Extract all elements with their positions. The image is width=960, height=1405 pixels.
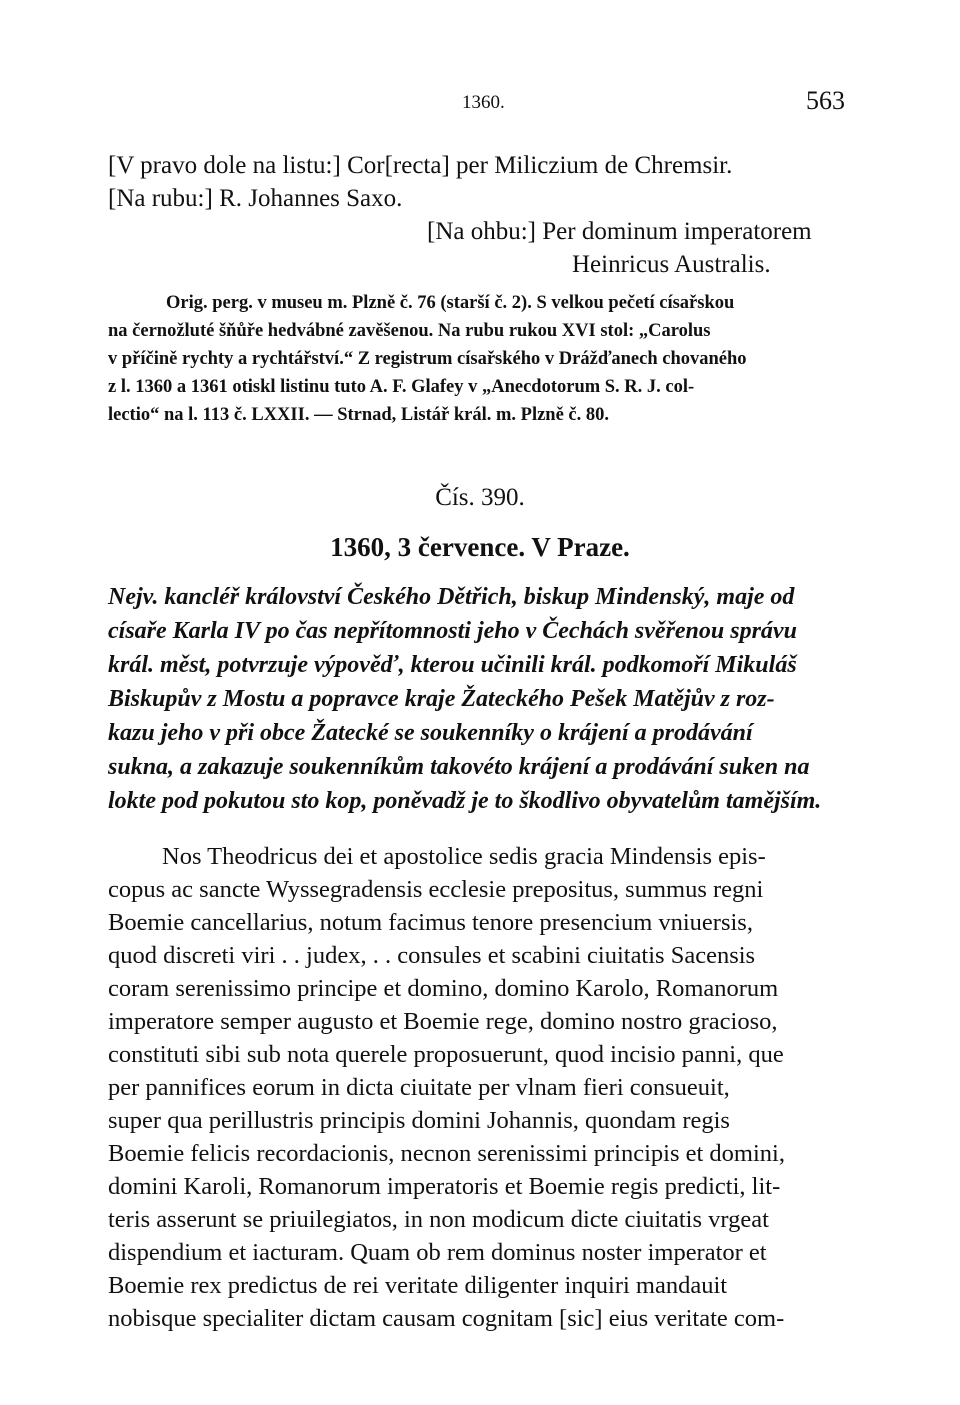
text-line: copus ac sancte Wyssegradensis ecclesie prepositus, summus regni — [108, 876, 764, 903]
text-line: domini Karoli, Romanorum imperatoris et Boemie regis predicti, lit- — [108, 1173, 781, 1200]
text-line: Boemie felicis recordacionis, necnon serenissimi principis et domini, — [108, 1140, 785, 1167]
summary-line: císaře Karla IV po čas nepřítomnosti jeho v Čechách svěřenou správu — [108, 618, 797, 644]
note-line: na černožluté šňůře hedvábné zavěšenou. Na rubu rukou XVI stol: „Carolus — [108, 321, 711, 341]
page-number: 563 — [806, 86, 845, 115]
endorsement-line: Heinricus Australis. — [572, 251, 771, 278]
endorsement-line: [Na rubu:] R. Johannes Saxo. — [108, 185, 403, 212]
note-line: Orig. perg. v museu m. Plzně č. 76 (starší č. 2). S velkou pečetí císařskou — [166, 293, 735, 313]
text-line: constituti sibi sub nota querele proposuerunt, quod incisio panni, que — [108, 1041, 784, 1068]
text-line: Boemie rex predictus de rei veritate diligenter inquiri mandauit — [108, 1272, 728, 1299]
document-date: 1360, 3 července. V Praze. — [330, 532, 630, 562]
text-line: nobisque specialiter dictam causam cognitam [sic] eius veritate com- — [108, 1305, 785, 1332]
running-head-year: 1360. — [462, 92, 505, 113]
summary-line: král. měst, potvrzuje výpověď, kterou učinili král. podkomoří Mikuláš — [108, 652, 797, 678]
endorsement-line: [V pravo dole na listu:] Cor[recta] per Miliczium de Chremsir. — [108, 152, 733, 179]
text-line: imperatore semper augusto et Boemie rege, domino nostro gracioso, — [108, 1008, 778, 1035]
note-line: lectio“ na l. 113 č. LXXII. — Strnad, Listář král. m. Plzně č. 80. — [108, 405, 610, 425]
note-line: v příčině rychty a rychtářství.“ Z registrum císařského v Drážďanech chovaného — [108, 349, 747, 369]
text-line: coram serenissimo principe et domino, domino Karolo, Romanorum — [108, 975, 779, 1002]
text-line: Nos Theodricus dei et apostolice sedis gracia Mindensis epis- — [162, 843, 766, 870]
summary-line: lokte pod pokutou sto kop, poněvadž je to škodlivo obyvatelům tamějším. — [108, 788, 822, 814]
endorsement-line: [Na ohbu:] Per dominum imperatorem — [427, 218, 812, 245]
document-number: Čís. 390. — [435, 484, 525, 511]
text-line: per pannifices eorum in dicta ciuitate per vlnam fieri consueuit, — [108, 1074, 730, 1101]
text-line: quod discreti viri . . judex, . . consules et scabini ciuitatis Sacensis — [108, 942, 756, 969]
summary-line: kazu jeho v při obce Žatecké se soukenníky o krájení a prodávání — [108, 720, 753, 746]
text-line: dispendium et iacturam. Quam ob rem dominus noster imperator et — [108, 1239, 767, 1266]
text-line: super qua perillustris principis domini Johannis, quondam regis — [108, 1107, 730, 1134]
summary-line: Nejv. kancléř království Českého Dětřich, biskup Mindenský, maje od — [108, 584, 795, 610]
note-line: z l. 1360 a 1361 otiskl listinu tuto A. F. Glafey v „Anecdotorum S. R. J. col- — [108, 377, 695, 397]
summary-line: Biskupův z Mostu a popravce kraje Žateckého Pešek Matějův z roz- — [108, 686, 775, 712]
text-line: teris asserunt se priuilegiatos, in non modicum dicte ciuitatis vrgeat — [108, 1206, 769, 1233]
summary-line: sukna, a zakazuje soukenníkům takovéto krájení a prodávání suken na — [108, 754, 810, 780]
text-line: Boemie cancellarius, notum facimus tenore presencium vniuersis, — [108, 909, 753, 936]
